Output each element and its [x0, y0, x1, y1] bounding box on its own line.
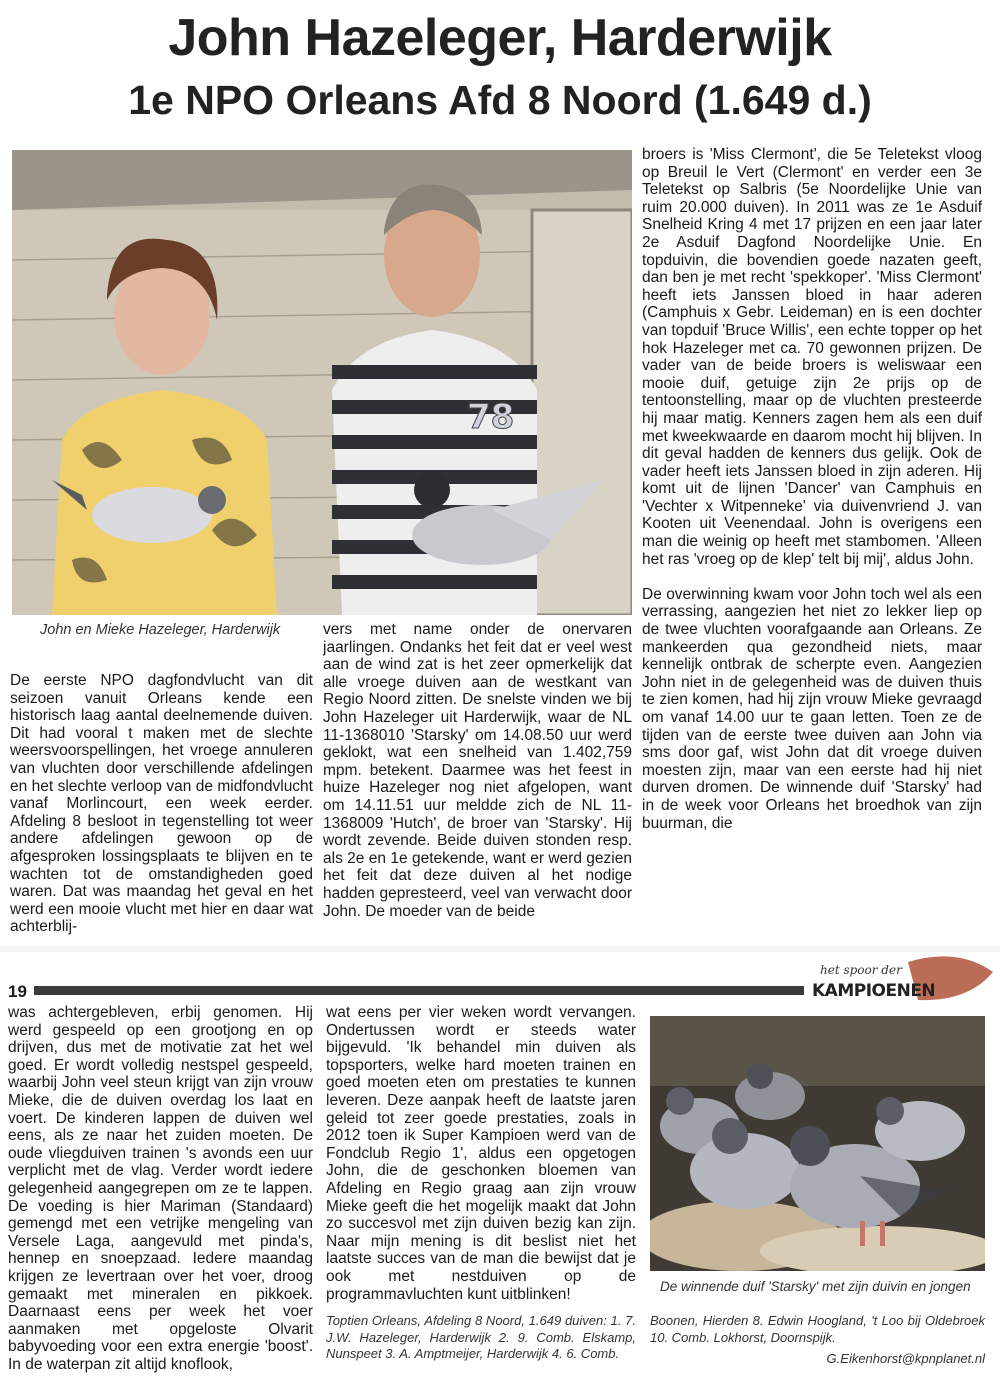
page2-column-2-text: wat eens per vier weken wordt vervangen. Ondertussen wordt er steeds water bijgevuld. 'Ik behandel min duiven als topsporters, welke hard moeten trainen en goed moeten eten om prestaties te kunnen leveren. Deze aanpak heeft de laatste jaren geleid tot zeer goede prestaties, zoals in 2012 toen ik Super Kampioen werd van de Fondclub Regio 1', aldus een opgetogen John, die de geschonken bloemen van Afdeling en Regio graag aan zijn vrouw Mieke geeft die het mogelijk maakt dat John zo succesvol met zijn duiven bezig kan zijn. Naar mijn mening is dit beslist niet het laatste succes van de man die bewijst dat je ook met nestduiven op de programmavluchten kunt uitblinken!: [326, 1004, 636, 1303]
page-number: 19: [8, 982, 27, 1001]
logo-tagline: het spoor der: [820, 963, 902, 977]
header-bar: [34, 986, 804, 995]
pigeons-photo: [650, 1016, 985, 1271]
page2-column-1: [8, 1004, 313, 1373]
couple-photo: [12, 150, 632, 615]
column-3: [642, 146, 982, 832]
shirt-number: 78: [467, 397, 515, 437]
column-3-text: broers is 'Miss Clermont', die 5e Teletekst vloog op Breuil le Vert (Clermont' en verder een 3e Teletekst op Salbris (5e Noordelijke Unie van ruim 20.000 duiven). In 2011 was ze 1e Asduif Snelheid Kring 4 met 17 prijzen en een jaar later 2e Asduif Dagfond Noordelijke Unie. En topduivin, die bovendien goede nazaten geeft, dan ben je met recht 'spekkoper'. 'Miss Clermont' heeft iets Janssen bloed in haar aderen (Camphuis x Gebr. Leideman) en is een dochter van topduif 'Bruce Willis', een echte topper op het hok Hazeleger met ca. 70 gewonnen prijzen. De vader van de beide broers is weliswaar een mooie duif, getuige zijn 2e prijs op de tentoonstelling, maar op de vluchten presteerde hij maar matig. Kenners zagen hem als een duif met kweekwaarde en daarom mocht hij blijven. In dit geval hadden de kenners dus gelijk. Ook de vader heeft iets Janssen bloed in zijn aderen. Hij komt uit de lijnen 'Dancer' van Camphuis en 'Vechter x Witpenneke' via duivenvriend J. van Kooten uit Veenendaal. John is overigens een man die weinig op heeft met stambomen. 'Alleen het ras 'vroeg op de klep' telt bij mij', aldus John.: [642, 146, 982, 568]
column-1-text: De eerste NPO dagfondvlucht van dit seizoen vanuit Orleans kende een historisch laag aantal deelnemende duiven. Dit had vooral t maken met de slechte weersvoorspellingen, het vroege annuleren van vluchten door verschillende afdelingen en het slechte verloop van de midfondvlucht vanaf Morlincourt, een week eerder. Afdeling 8 besloot in tegenstelling tot weer andere afdelingen gewoon op de afgesproken lossingsplaats te blijven en te wachten tot de omstandigheden goed waren. Dat was maandag het geval en het werd een mooie vlucht met hier en daar wat achterblij-: [10, 672, 313, 936]
logo-wordmark: KAMPIOENEN: [812, 981, 936, 1001]
page2-column-1-text: was achtergebleven, erbij genomen. Hij werd gespeeld op een grootjong en op drijven, dus met de motivatie zat het wel goed. Er wordt volledig nestspel gespeeld, waarbij John veel steun krijgt van zijn vrouw Mieke, die de duiven overdag los laat en voert. De kinderen lappen de duiven wel eens, als ze naar het zuiden moeten. De oude vliegduiven trainen 's avonds een uur verplicht met de vlag. Verder wordt iedere gelegenheid aangegrepen om ze te lappen. De voeding is hier Mariman (Standaard) gemengd met een vetrijke mengeling van Versele Laga, aangevuld met pinda's, hennep en snoepzaad. Iedere maandag krijgen ze levertraan over het voer, droog gemaakt met mineralen en pikkoek. Daarnaast eens per week het voer aanmaken met opgeloste Olvarit babyvoeding voor een extra energie 'boost'. In de waterpan zit altijd knoflook,: [8, 1004, 313, 1373]
article-subtitle: 1e NPO Orleans Afd 8 Noord (1.649 d.): [128, 77, 872, 123]
column-1: [10, 672, 313, 936]
toptien-left: Toptien Orleans, Afdeling 8 Noord, 1.649 duiven: 1. 7. J.W. Hazeleger, Harderwijk 2. 9. Comb. Elskamp, Nunspeet 3. A. Amptmeijer, Harderwijk 4. 6. Comb.: [326, 1313, 636, 1361]
article-title: John Hazeleger, Harderwijk: [168, 9, 832, 67]
author-email: G.Eikenhorst@kpnplanet.nl: [826, 1351, 985, 1366]
column-2-text: vers met name onder de onervaren jaarlingen. Ondanks het feit dat er veel west aan de wind zat is het zeer opmerkelijk dat alle vroege duiven aan de westkant van Regio Noord zitten. De snelste vinden we bij John Hazeleger uit Harderwijk, waar de NL 11-1368010 'Starsky' om 14.08.50 uur werd geklokt, wat een snelheid van 1.402,759 mpm. betekent. Daarmee was het feest in huize Hazeleger nog niet afgelopen, want om 14.11.51 uur meldde zich de NL 11-1368009 'Hutch', de broer van 'Starsky'. Hij wordt zevende. Beide duiven stonden resp. als 2e en 1e getekende, want er werd gezien het feit dat deze duiven al het nodige hadden gepresteerd, veel van verwacht door John. De moeder van de beide: [323, 621, 632, 920]
column-3-text-2: De overwinning kwam voor John toch wel als een verrassing, aangezien het niet zo lekker liep op de twee vluchten voorafgaande aan Orleans. Ze mankeerden qua gezondheid niets, maar kennelijk ontbrak de scherpte even. Aangezien John niet in de gelegenheid was de duiven thuis te zien komen, had hij zijn vrouw Mieke gevraagd om vanaf 14.00 uur te gaan letten. Toen ze de tijden van de eerste twee duiven aan John via sms door gaf, wist John dat dit vroege duiven moesten zijn, maar van een eerste had hij niet durven dromen. De winnende duif 'Starsky' had in de week voor Orleans het broedhok van zijn buurman, die: [642, 585, 982, 832]
kampioenen-logo: [808, 952, 996, 1010]
page2-column-2: [326, 1004, 636, 1303]
photo-caption: John en Mieke Hazeleger, Harderwijk: [40, 622, 281, 638]
toptien-right: Boonen, Hierden 8. Edwin Hoogland, 't Loo bij Oldebroek 10. Comb. Lokhorst, Doornspijk.: [650, 1313, 985, 1345]
pigeons-caption: De winnende duif 'Starsky' met zijn duivin en jongen: [660, 1279, 971, 1294]
column-2: [323, 621, 632, 920]
